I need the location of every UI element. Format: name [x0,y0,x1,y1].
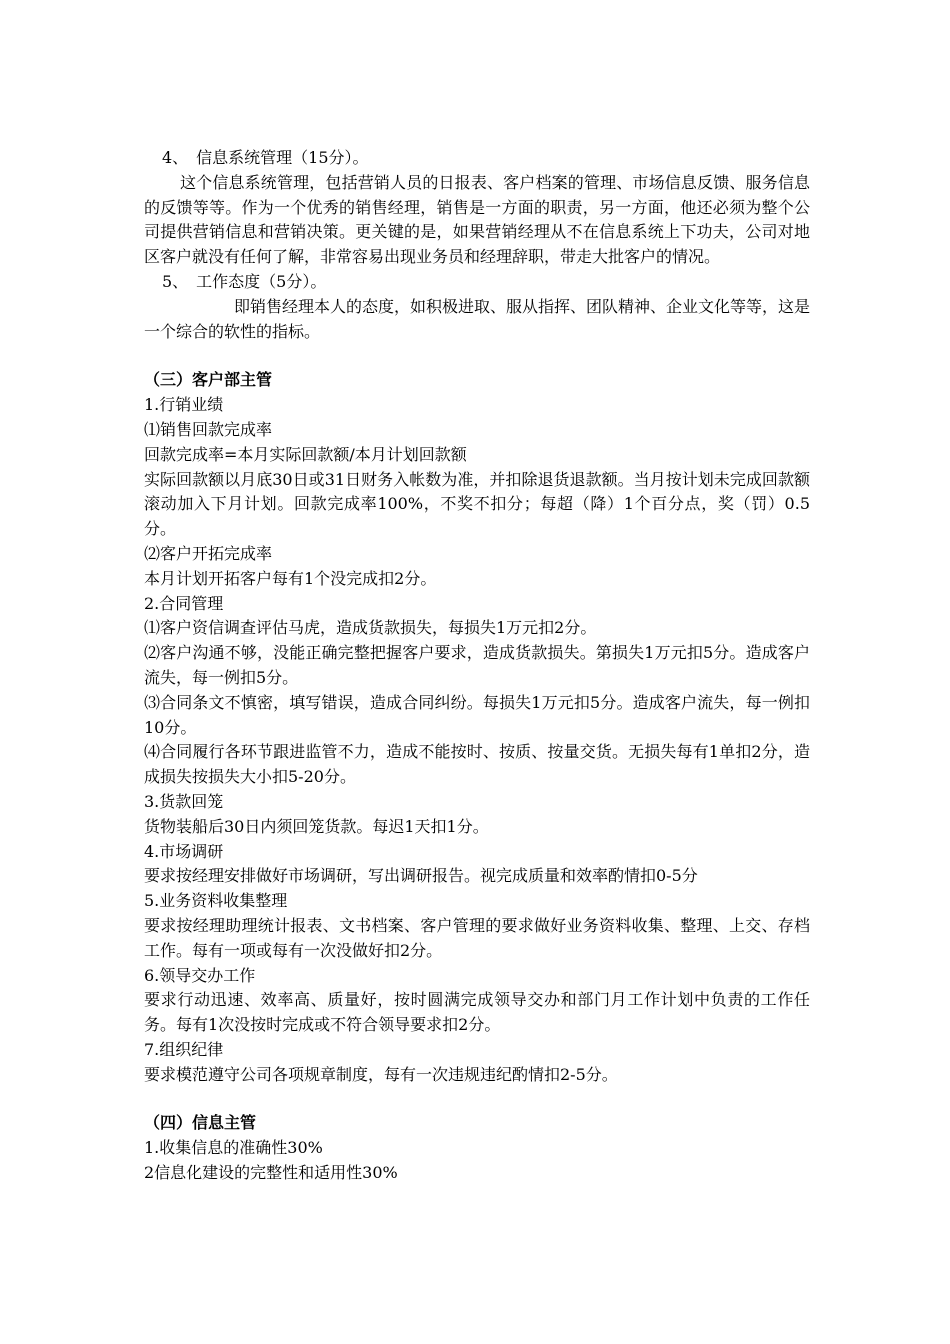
list-item: 2信息化建设的完整性和适用性30% [144,1163,398,1183]
list-item: ⑵客户沟通不够，没能正确完整把握客户要求，造成货款损失。第损失1万元扣5分。造成客户流失，每一例扣5分。 [144,643,810,687]
list-item: 3.货款回笼 [144,791,224,811]
list-item: ⑴客户资信调查评估马虎，造成货款损失，每损失1万元扣2分。 [144,618,597,638]
list-item: 要求按经理助理统计报表、文书档案、客户管理的要求做好业务资料收集、整理、上交、存档工作。每有一项或每有一次没做好扣2分。 [144,915,810,960]
list-item: ⑴销售回款完成率 [144,419,273,439]
item-heading-work-attitude: 5、 工作态度（5分）。 [162,271,327,291]
paragraph-info-system: 这个信息系统管理，包括营销人员的日报表、客户档案的管理、市场信息反馈、服务信息的反馈等等。作为一个优秀的销售经理，销售是一方面的职责，另一方面，他还必须为整个公司提供营销信息和营销决策。更关键的是，如果营销经理从不在信息系统上下功夫，公司对地区客户就没有任何了解，非常容易出现业务员和经理辞职，带走大批客户的情况。 [144,172,810,267]
item-heading-info-system: 4、 信息系统管理（15分）。 [162,148,369,167]
list-item: 4.市场调研 [144,841,224,861]
list-item: 要求行动迅速、效率高、质量好，按时圆满完成领导交办和部门月工作计划中负责的工作任务。每有1次没按时完成或不符合领导要求扣2分。 [144,990,810,1035]
list-item: 6.领导交办工作 [144,965,256,985]
list-item: 1.行销业绩 [144,395,224,415]
list-item: 2.合同管理 [144,593,224,613]
list-item: 货物装船后30日内须回笼货款。每迟1天扣1分。 [144,816,489,836]
list-item: 7.组织纪律 [144,1039,224,1059]
list-item: 本月计划开拓客户每有1个没完成扣2分。 [144,568,437,588]
section-heading-info-supervisor: （四）信息主管 [144,1113,257,1133]
list-item: ⑵客户开拓完成率 [144,543,273,563]
list-item: 要求按经理安排做好市场调研，写出调研报告。视完成质量和效率酌情扣0-5分 [144,866,698,886]
list-item: 1.收集信息的准确性30% [144,1138,323,1158]
list-item: ⑷合同履行各环节跟进监管不力，造成不能按时、按质、按量交货。无损失每有1单扣2分，造成损失按损失大小扣5-20分。 [144,742,810,787]
list-item: ⑶合同条文不慎密，填写错误，造成合同纠纷。每损失1万元扣5分。造成客户流失，每一例扣10分。 [144,692,810,737]
section-heading-customer-dept: （三）客户部主管 [144,370,273,390]
list-item: 实际回款额以月底30日或31日财务入帐数为准，并扣除退货退款额。当月按计划未完成回款额滚动加入下月计划。回款完成率100%，不奖不扣分；每超（降）1个百分点，奖（罚）0.5分。 [144,469,810,539]
list-item: 5.业务资料收集整理 [144,891,288,911]
list-item: 回款完成率=本月实际回款额/本月计划回款额 [144,444,467,464]
list-item: 要求模范遵守公司各项规章制度，每有一次违规违纪酌情扣2-5分。 [144,1064,618,1084]
paragraph-work-attitude: 即销售经理本人的态度，如积极进取、服从指挥、团队精神、企业文化等等，这是一个综合的软性的指标。 [144,296,811,341]
document-page [144,146,810,1186]
